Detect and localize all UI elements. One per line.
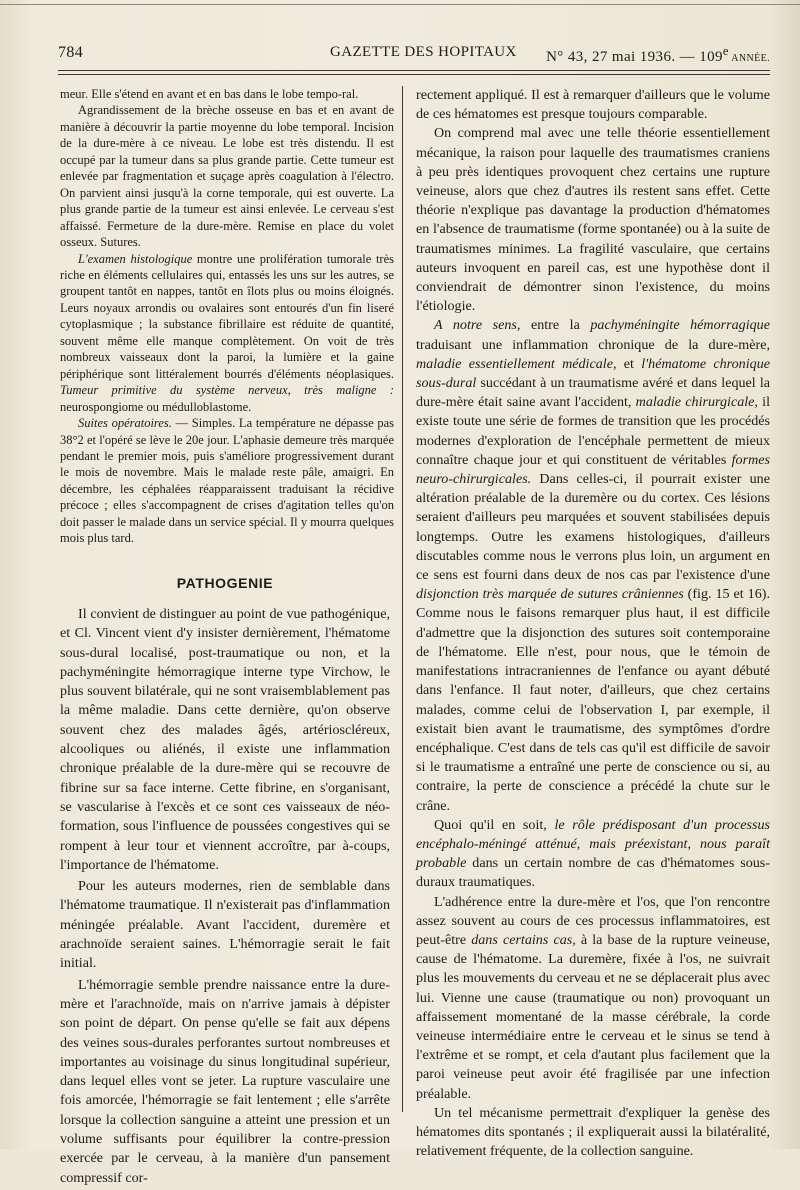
italic-text: maladie chirurgicale, <box>635 394 758 411</box>
top-edge-rule <box>0 4 800 5</box>
paragraph: Il convient de distinguer au point de vue pathogénique, et Cl. Vincent vient d'y insister dernièrement, l'hématome sous-dural localisé, post-traumatique ou non, et la pachyméningite hémorragique interne type Virchow, le plus souvent bilatérale, qui ne sont vraisemblablement pas la même maladie. Dans cette dernière, qu'on observe souvent chez des malades âgés, artérioscléreux, alcooliques ou aliénés, il existe une inflammation chronique préalable de la dure-mère qui se recouvre de fibrine sur sa face interne. Cette fibrine, en s'organisant, se vascularise à l'excès et ce sont ces vaisseaux de néo-formation, sous l'influence de poussées congestives qui se rompent à leur tour et viennent accroître, par à-coups, l'importance de l'hématome. <box>60 606 390 873</box>
page-number: 784 <box>58 44 84 61</box>
paragraph: Agrandissement de la brèche osseuse en bas et en avant de manière à découvrir la partie moyenne du lobe temporal. Incision de la dure-mère à ce niveau. Le lobe est très distendu. Il est occupé par la tumeur dans sa plus grande partie. Cette tumeur est enlevée par fragmentation et suçage après coagulation à l'électro. On parvient ainsi jusqu'à la corne temporale, qui est ouverte. La plus grande partie de la tumeur est ainsi enlevée. Le cerveau s'est affaissé. Fermeture de la dure-mère. Remise en place du volet osseux. Sutures. <box>60 103 394 250</box>
header-rule-bottom <box>58 74 770 75</box>
italic-text: A notre sens, <box>434 317 521 334</box>
italic-text: le rôle prédisposant d'un processus encéphalo-méningé atténué, mais préexistant, nous paraît probable <box>416 816 771 872</box>
text-run: succédant à un traumatisme avéré et dans lequel la dure-mère était saine avant l'accident, <box>416 375 770 411</box>
header-rule-top <box>58 70 770 71</box>
right-column-text <box>416 86 770 1161</box>
case-report-text <box>60 86 394 547</box>
italic-text: pachyméningite hémorragique <box>590 317 770 334</box>
italic-text: l'hématome chronique sous-dural <box>416 355 770 392</box>
italic-text: dans certains cas, <box>471 931 576 948</box>
italic-text: maladie essentiellement médicale, <box>416 355 617 372</box>
text-run: à la base de la rupture veineuse, cause de l'hématome. La duremère, fixée à l'os, ne suivrait plus les mouvements du cerveau et ne se déplacerait plus avec lui. Vienne une cause (traumatique ou non) provoquant un affaissement momentané de la masse cérébrale, la corde veineuse intermédiaire entre le cerveau et le sinus se tend à l'extrême et se rompt, et cela d'autant plus facilement que la paroi veineuse peut avoir été fragilisée par une infection préalable. <box>416 931 771 1102</box>
text-run: et <box>616 355 642 372</box>
text-run: il existe toute une série de formes de transition que les procédés modernes d'exploration de l'encéphale permettent de mieux connaître chaque jour et qui constituent de véritables <box>416 394 770 468</box>
paragraph: meur. Elle s'étend en avant et en bas dans le lobe tempo-ral. <box>60 87 359 101</box>
paragraph: rectement appliqué. Il est à remarquer d'ailleurs que le volume de ces hématomes est presque toujours comparable. <box>416 87 770 123</box>
text-run: (fig. 15 et 16). Comme nous le faisons remarquer plus haut, il est difficile d'admettre que la disjonction des sutures soit contemporaine de l'hématome. Elle n'est, pour nous, que le témoin de manifestations intracraniennes de l'enfance ou ayant débuté dans l'enfance. Il faut noter, d'ailleurs, que chez certains malades, comme celui de l'observation I, par exemple, il existait bien avant le traumatisme, des symptômes d'ordre encéphalique. C'est dans de tels cas qu'il est difficile de savoir si le traumatisme a entraîné une perte de conscience ou si, au contraire, la perte de conscience a précédé la chute sur le crâne. <box>416 586 770 814</box>
text-run: Quoi qu'il en soit, <box>434 816 555 833</box>
text-run: traduisant une inflammation chronique de la dure-mère, <box>416 336 770 353</box>
text-run: Dans celles-ci, il pourrait exister une altération préalable de la duremère ou du cortex. Ces lésions seraient d'ailleurs peu marquées et souvent stabilisées depuis longtemps. Outre les examens histologiques, d'ailleurs discutables comme nous le verrons plus loin, un argument en ce sens est fourni dans deux de nos cas par l'existence d'une <box>416 471 770 584</box>
paragraph <box>60 251 394 416</box>
issue-sup: e <box>722 44 729 58</box>
issue-suffix: ANNÉE. <box>728 53 770 64</box>
paragraph: On comprend mal avec une telle théorie essentiellement mécanique, la raison pour laquelle des traumatismes craniens à peu près identiques provoquent chez certains une rupture veineuse, alors que chez d'autres ils restent sans effet. Cette théorie n'explique pas davantage la production d'hématomes en l'absence de traumatisme (forme spontanée) ou à la suite de traumatismes minimes. La fragilité vasculaire, que certains auteurs invoquent en pareil cas, est une hypothèse dont il conviendrait de démontrer sinon l'existence, du moins l'étiologie. <box>416 125 770 315</box>
text-run: L'adhérence entre la dure-mère et l'os, que l'on rencontre assez souvent au cours de ces processus inflammatoires, est peut-être <box>416 893 770 948</box>
text-run: montre une prolifération tumorale très riche en éléments cellulaires qui, entassés les uns sur les autres, se groupent tantôt en nappes, tantôt en îlots plus ou moins éloignés. Leurs noyaux arrondis ou ovalaires sont entourés d'un fin liseré cytoplasmique ; la substance fibrillaire est réduite de quantité, souvent même elle manque complètement. On voit de très nombreux vaisseaux dont la paroi, la lumière et la gaine périphérique sont littéralement bourrés d'éléments néoplasiques. <box>60 251 394 381</box>
text-run: entre la <box>520 317 591 334</box>
text-run: neurospongiome ou médulloblastome. <box>60 399 252 414</box>
paragraph <box>416 316 770 815</box>
paragraph <box>416 893 770 1104</box>
running-header <box>58 44 770 66</box>
italic-text: formes neuro-chirurgicales. <box>416 451 770 488</box>
pathogenie-text <box>60 605 390 1190</box>
paragraph <box>60 415 394 547</box>
italic-text: L'examen histologique <box>78 251 193 266</box>
column-divider <box>402 86 403 1112</box>
paragraph: L'hémorragie semble prendre naissance entre la dure-mère et l'arachnoïde, mais on n'arrive jamais à dépister son point de départ. On pense qu'elle se fait aux dépens des veines sous-durales perforantes surtout nombreuses et importantes au voisinage du sinus longitudinal supérieur, dans lequel elles vont se jeter. La rupture vasculaire une fois amorcée, l'hémorragie se fait lentement ; elle s'arrête lorsque la collection sanguine a atteint une pression et un volume suffisants pour équilibrer la contre-pression exercée par le cerveau, à la manière d'un pansement compressif cor- <box>60 976 390 1186</box>
italic-text: disjonction très marquée de sutures crâniennes <box>416 586 684 603</box>
text-run: dans un certain nombre de cas d'hématomes sous-duraux traumatiques. <box>416 855 770 891</box>
issue-date: N° 43, 27 mai 1936. — 109 <box>546 49 723 65</box>
paragraph <box>416 816 770 893</box>
journal-title: GAZETTE DES HOPITAUX <box>330 44 517 60</box>
text-run: — Simples. La température ne dépasse pas 38°2 et l'opéré se lève le 20e jour. L'aphasie demeure très marquée pendant le premier mois, puis s'améliore progressivement durant le mois de novembre. Mais le malade reste pâle, amaigri. En décembre, les céphalées réapparaissent traduisant la récidive précoce ; elles s'accompagnent de crises d'agitation telles qu'on doit passer le malade dans un service spécial. Il y mourra quelques mois plus tard. <box>60 416 394 546</box>
italic-text: Suites opératoires. <box>78 416 172 431</box>
issue-info <box>546 44 770 66</box>
paragraph: Un tel mécanisme permettrait d'expliquer la genèse des hématomes dits spontanés ; il expliquerait aussi la bilatéralité, relativement fréquente, de la collection sanguine. <box>416 1104 770 1160</box>
paragraph: Pour les auteurs modernes, rien de semblable dans l'hématome traumatique. Il n'existerait pas d'inflammation méningée préalable. Avant l'accident, duremère et arachnoïde seraient saines. L'hémorragie serait le fait initial. <box>60 878 390 972</box>
section-heading: PATHOGENIE <box>176 575 274 591</box>
italic-text: Tumeur primitive du système nerveux, très maligne : <box>60 383 394 398</box>
